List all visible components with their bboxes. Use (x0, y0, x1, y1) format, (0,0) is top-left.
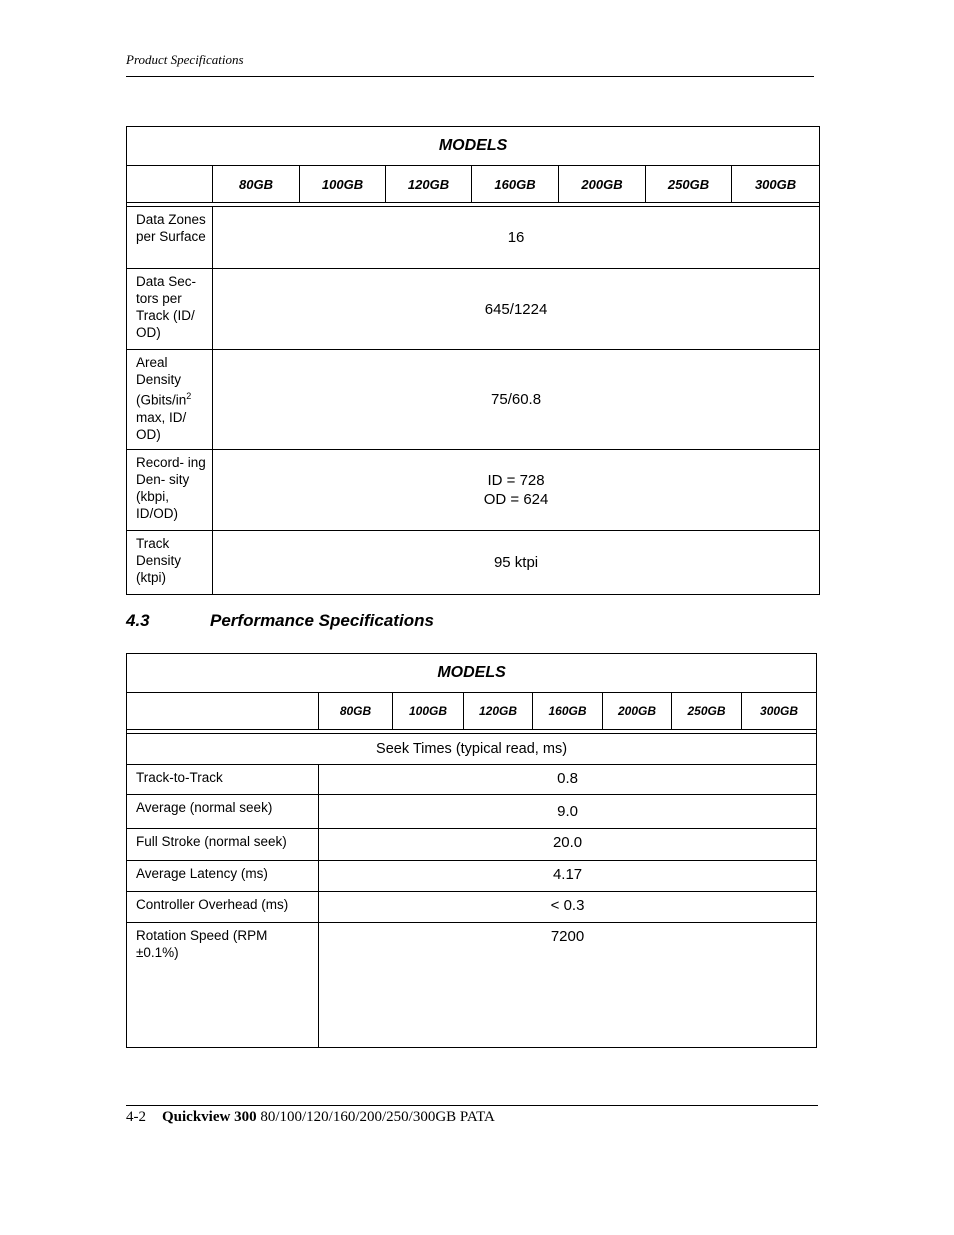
model-columns-row (127, 166, 820, 203)
row-label: Data Zones per Surface (127, 207, 213, 269)
model-header-cell: 100GB (393, 693, 464, 730)
row-label: Rotation Speed (RPM ±0.1%) (127, 923, 319, 1048)
row-label: Track Density (ktpi) (127, 530, 213, 594)
row-value: ID = 728 OD = 624 (213, 449, 820, 530)
row-label: Data Sec- tors per Track (ID/ OD) (127, 269, 213, 350)
table-row (127, 923, 817, 1048)
model-header-cell: 250GB (646, 166, 732, 203)
table-row (127, 765, 817, 795)
row-label: Full Stroke (normal seek) (127, 829, 319, 861)
seek-times-row (127, 734, 817, 765)
footer-rule (126, 1105, 818, 1106)
row-value: 75/60.8 (213, 350, 820, 450)
table-row (127, 829, 817, 861)
models-header-row (127, 127, 820, 166)
row-value: 9.0 (319, 795, 817, 829)
row-label: Average (normal seek) (127, 795, 319, 829)
running-header: Product Specifications (126, 52, 244, 67)
models-header-row (127, 654, 817, 693)
row-value: < 0.3 (319, 892, 817, 923)
table-row (127, 892, 817, 923)
empty-corner-cell (127, 693, 319, 730)
model-header-cell: 250GB (672, 693, 742, 730)
row-label: Average Latency (ms) (127, 861, 319, 892)
page-number: 4-2 (126, 1109, 146, 1125)
table-row (127, 269, 820, 350)
models-heading: MODELS (127, 654, 817, 693)
table-row (127, 795, 817, 829)
model-header-cell: 80GB (319, 693, 393, 730)
row-label: Record- ing Den- sity (kbpi, ID/OD) (127, 449, 213, 530)
product-name: Quickview 300 (162, 1109, 257, 1125)
row-value: 95 ktpi (213, 530, 820, 594)
performance-specs-table (126, 653, 817, 1048)
model-header-cell: 300GB (732, 166, 820, 203)
row-value: 0.8 (319, 765, 817, 795)
row-value: 16 (213, 207, 820, 269)
table-row (127, 207, 820, 269)
model-header-cell: 300GB (742, 693, 817, 730)
section-heading (126, 611, 434, 631)
section-number: 4.3 (126, 611, 150, 630)
table-row (127, 530, 820, 594)
row-value: 4.17 (319, 861, 817, 892)
empty-corner-cell (127, 166, 213, 203)
model-header-cell: 100GB (300, 166, 386, 203)
row-value: 645/1224 (213, 269, 820, 350)
model-header-cell: 200GB (559, 166, 646, 203)
model-header-cell: 120GB (386, 166, 472, 203)
row-value: 20.0 (319, 829, 817, 861)
table-row (127, 350, 820, 450)
table-row (127, 449, 820, 530)
row-value: 7200 (319, 923, 817, 1048)
model-header-cell: 80GB (213, 166, 300, 203)
row-label: Areal Density ($Gbits/in^2$ max, ID/ OD) (127, 350, 213, 450)
header-rule (126, 76, 814, 77)
model-header-cell: 160GB (472, 166, 559, 203)
model-columns-row (127, 693, 817, 730)
model-header-cell: 200GB (603, 693, 672, 730)
models-heading: MODELS (127, 127, 820, 166)
seek-times-heading: Seek Times (typical read, ms) (127, 734, 817, 765)
page-footer (126, 1109, 495, 1126)
model-header-cell: 160GB (533, 693, 603, 730)
product-models: 80/100/120/160/200/250/300GB PATA (260, 1109, 495, 1125)
table-row (127, 861, 817, 892)
row-label: Track-to-Track (127, 765, 319, 795)
model-header-cell: 120GB (464, 693, 533, 730)
physical-specs-table (126, 126, 820, 595)
section-title: Performance Specifications (210, 611, 434, 630)
row-label: Controller Overhead (ms) (127, 892, 319, 923)
